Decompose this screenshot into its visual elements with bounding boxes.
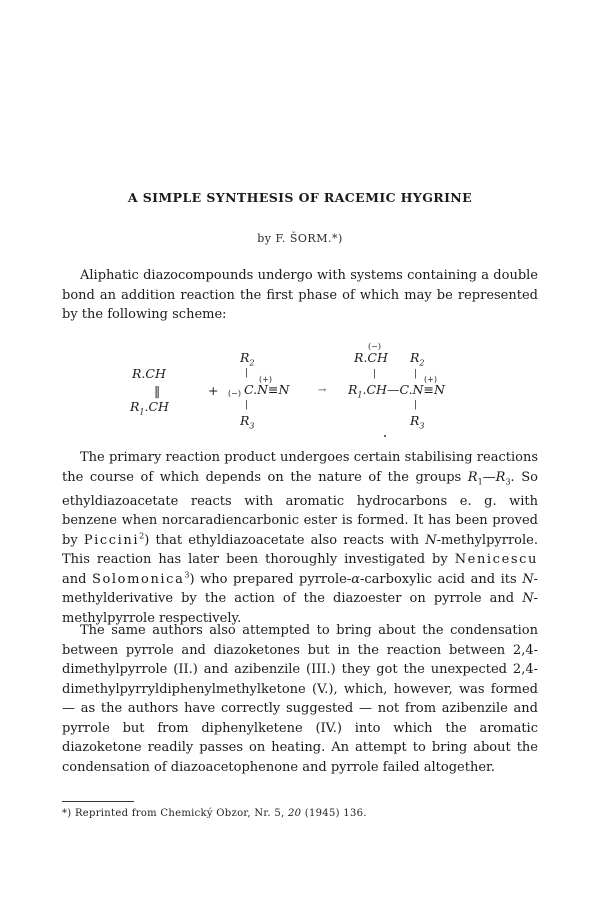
article-byline: by F. ŠORM.*) <box>257 232 343 245</box>
author-nenicescu: Nenicescu <box>454 552 538 568</box>
author-solomonica: Solomonica <box>91 571 185 587</box>
scheme-mid-formula: C.N≡N <box>244 382 290 397</box>
scheme-mid-r3: $R_3$ <box>240 413 255 431</box>
paragraph-condensation: The same authors also attempted to bring about the condensation between pyrrole and diazoketones but in the reaction between 2,4-dimethylpyrrole (II.) and azibenzile (III.) they got the unexpected 2,4-dimethylpyrryldiphenylmethylketone (V.), which, however, was formed — as the authors have correctly suggested — not from azibenzile and pyrrole but from diphenylketene (IV.) into which the aromatic diazoketone readily passes on heating. An attempt to bring about the condensation of diazoacetophenone and pyrrole failed altogether. <box>62 623 538 775</box>
scheme-right-charge-pos: (+) <box>424 375 437 384</box>
scheme-arrow: → <box>318 385 327 396</box>
scheme-mid-r2: $R_2$ <box>240 350 255 368</box>
scan-speck <box>384 435 386 437</box>
scheme-right-bond-down: | <box>414 400 418 410</box>
scheme-mid-charge-pos: (+) <box>259 375 272 384</box>
scheme-left-bottom: $R_1.CH$ <box>130 399 169 417</box>
paragraph-intro: Aliphatic diazocompounds undergo with systems containing a double bond an addition reaction the first phase of which may be represented by the following scheme: <box>62 268 538 322</box>
scheme-left-top: R.CH <box>132 366 166 381</box>
paragraph-reactions: The primary reaction product undergoes certain stabilising reactions the course of which depends on the nature of the groups $R_1—R_3$. So ethyldiazoacetate reacts with aromatic hydrocarbons e. g. with benzene when norcaradiencarbonic ester is formed. It has been proved by Piccini$^2$) that ethyldiazoacetate also reacts with N-methylpyrrole. This reaction has later been thoroughly investigated by Nenicescu and Solomonica$^3$) who prepared pyrrole-α-carboxylic acid and its N-methylderivative by the action of the diazoester on pyrrole and N-methylpyrrole respectively. <box>62 450 538 626</box>
author-piccini: Piccini <box>83 532 140 548</box>
scheme-mid-bond-up: | <box>245 368 249 378</box>
scheme-right-charge-neg: (−) <box>368 342 381 351</box>
scheme-right-r2: $R_2$ <box>410 350 425 368</box>
scheme-mid-bond-down: | <box>245 400 249 410</box>
article-title: A SIMPLE SYNTHESIS OF RACEMIC HYGRINE <box>127 190 473 205</box>
scheme-right-middle: $R_1.CH—C.N\equiv N$ <box>348 382 445 400</box>
scheme-right-bond-a: | <box>373 369 377 379</box>
footnote-rule <box>62 801 134 802</box>
footnote: *) Reprinted from Chemický Obzor, Nr. 5, 20 (1945) 136. <box>62 808 367 819</box>
scheme-right-top: R.CH <box>354 350 388 365</box>
scheme-plus: + <box>208 383 219 398</box>
scheme-right-r3: $R_3$ <box>410 413 425 431</box>
scheme-right-bond-b: | <box>414 369 418 379</box>
scheme-left-double-bond: ‖ <box>154 383 161 398</box>
scheme-mid-charge-neg: (−) <box>228 389 241 398</box>
